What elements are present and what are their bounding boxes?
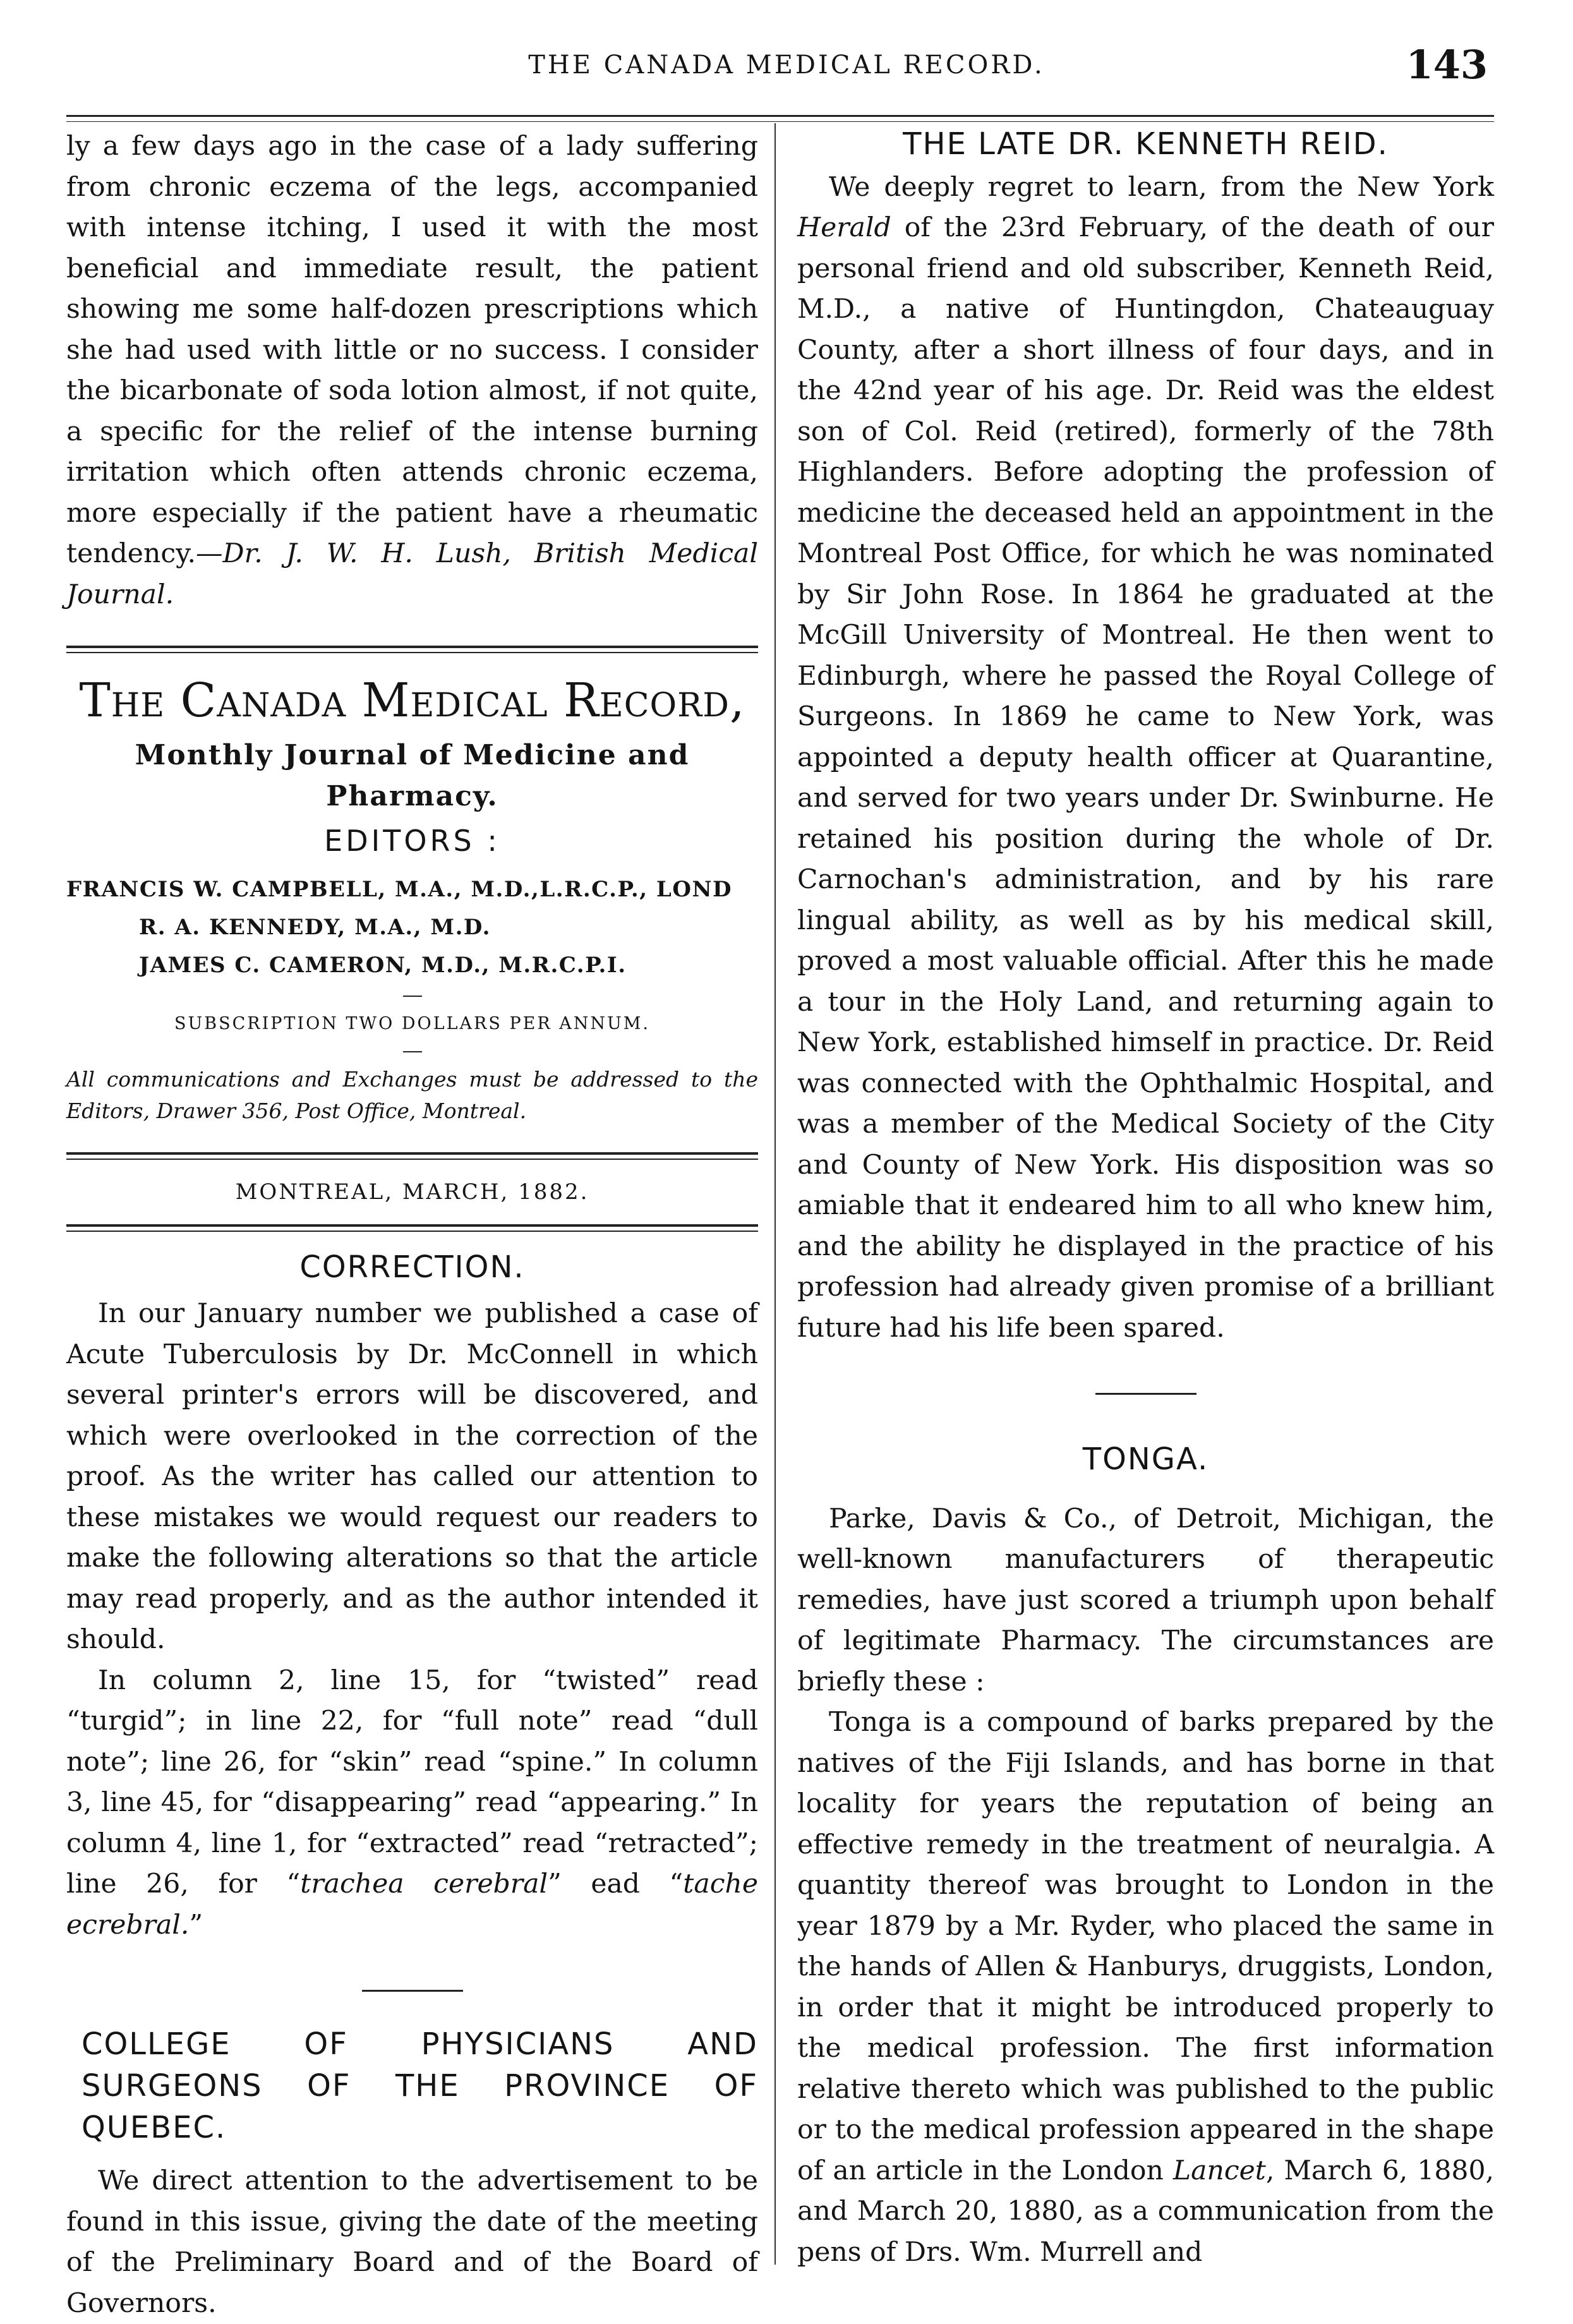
obituary-italic: Herald [797,212,891,243]
section-rule [66,1152,758,1160]
editors-label: EDITORS : [324,824,500,858]
short-rule [362,1990,463,1992]
editor-cameron: JAMES C. CAMERON, M.D., M.R.C.P.I. [139,952,627,978]
dateline: MONTREAL, MARCH, 1882. [235,1179,589,1205]
obituary-heading: THE LATE DR. KENNETH REID. [903,126,1389,162]
eczema-attribution: —Dr. J. W. H. Lush, British Medical Journal. [66,538,758,610]
running-title: THE CANADA MEDICAL RECORD. [528,51,1045,80]
correction-heading: CORRECTION. [299,1249,525,1285]
masthead-title: The Canada Medical Record, [79,673,745,728]
short-rule [1095,1393,1196,1395]
tonga-text: , March 6, 1880, and March 20, 1880, as a communication from the pens of Drs. Wm. Murrell and [797,2155,1494,2268]
communications-note: All communications and Exchanges must be addressed to the Editors, Drawer 356, Post Office, Montreal. [66,1066,758,1123]
tonga-paragraph-2 [797,1702,1494,2273]
correction-paragraph-2 [66,1661,758,1946]
tonga-italic: Lancet [1172,2155,1266,2186]
correction-text: ” ead “ [548,1869,684,1900]
section-rule [66,1224,758,1232]
masthead-subtitle: Monthly Journal of Medicine and Pharmacy. [135,739,690,812]
tonga-heading: TONGA. [1082,1442,1209,1477]
correction-text: ” [189,1909,203,1941]
eczema-continuation [66,126,758,615]
editor-kennedy: R. A. KENNEDY, M.A., M.D. [139,914,491,940]
editor-campbell: FRANCIS W. CAMPBELL, M.A., M.D.,L.R.C.P., LOND [66,876,733,902]
dash-rule [403,996,422,997]
left-column [66,126,758,2324]
running-head [66,38,1507,95]
dash-rule [403,1051,422,1052]
tonga-paragraph-1: Parke, Davis & Co., of Detroit, Michigan, the well-known manufacturers of therapeutic remedies, have just scored a triumph upon behalf of legitimate Pharmacy. The circumstances are briefly these : [797,1503,1494,1697]
correction-paragraph-1: In our January number we published a case of Acute Tuberculosis by Dr. McConnell in which several printer's errors will be discovered, and which were overlooked in the correction of the proof. As the writer has called our attention to these mistakes we would request our readers to make the following alterations so that the article may read properly, and as the author intended it should. [66,1298,758,1655]
correction-text: In column 2, line 15, for “twisted” read “turgid”; in line 22, for “full note” read “dull note”; line 26, for “skin” read “spine.” In column 3, line 45, for “disappearing” read “appearing.” In column 4, line 1, for “extracted” read “retracted”; line 26, for “ [66,1665,758,1900]
college-heading: COLLEGE OF PHYSICIANS AND SURGEONS OF THE PROVINCE OF QUEBEC. [81,2026,758,2145]
college-paragraph: We direct attention to the advertisement to be found in this issue, giving the date of the meeting of the Preliminary Board and of the Board of Governors. [66,2165,758,2319]
subscription-note: SUBSCRIPTION TWO DOLLARS PER ANNUM. [174,1013,650,1033]
section-rule [66,646,758,653]
correction-italic: tache ecrebral. [66,1869,759,1941]
head-rule [66,115,1494,122]
obituary-paragraph [797,167,1494,1349]
correction-italic: trachea cerebral [300,1869,548,1900]
obituary-text: We deeply regret to learn, from the New York [829,171,1494,203]
column-divider [774,123,776,2265]
obituary-text: of the 23rd February, of the death of our personal friend and old subscriber, Kenneth Reid, M.D., a native of Huntingdon, Chateauguay County, after a short illness of four days, and in the 42nd year of his age. Dr. Reid was the eldest son of Col. Reid (retired), formerly of the 78th Highlanders. Before adopting the profession of medicine the deceased held an appointment in the Montreal Post Office, for which he was nominated by Sir John Rose. In 1864 he graduated at the McGill University of Montreal. He then went to Edinburgh, where he passed the Royal College of Surgeons. In 1869 he came to New York, was appointed a deputy health officer at Quarantine, and served for two years under Dr. Swinburne. He retained his position during the whole of Dr. Carnochan's administration, and by his rare lingual ability, as well as by his medical skill, proved a most valuable official. After this he made a tour in the Holy Land, and returning again to New York, established himself in practice. Dr. Reid was connected with the Ophthalmic Hospital, and was a member of the Medical Society of the City and County of New York. His disposition was so amiable that it endeared him to all who knew him, and the ability he displayed in the practice of his profession had already given promise of a brilliant future had his life been spared. [797,212,1494,1344]
eczema-text: ly a few days ago in the case of a lady suffering from chronic eczema of the legs, accompanied with intense itching, I used it with the most beneficial and immediate result, the patient showing me some half-dozen prescriptions which she had used with little or no success. I consider the bicarbonate of soda lotion almost, if not quite, a specific for the relief of the intense burning irritation which often attends chronic eczema, more especially if the patient have a rheumatic tendency. [66,131,758,569]
page-number: 143 [1406,42,1488,88]
masthead [66,672,758,1127]
tonga-text: Tonga is a compound of barks prepared by the natives of the Fiji Islands, and has borne in that locality for years the reputation of being an effective remedy in the treatment of neuralgia. A quantity thereof was brought to London in the year 1879 by a Mr. Ryder, who placed the same in the hands of Allen & Hanburys, druggists, London, in order that it might be introduced properly to the medical profession. The first information relative thereto which was published to the public or to the medical profession appeared in the shape of an article in the London [797,1707,1494,2186]
right-column [797,126,1494,2273]
